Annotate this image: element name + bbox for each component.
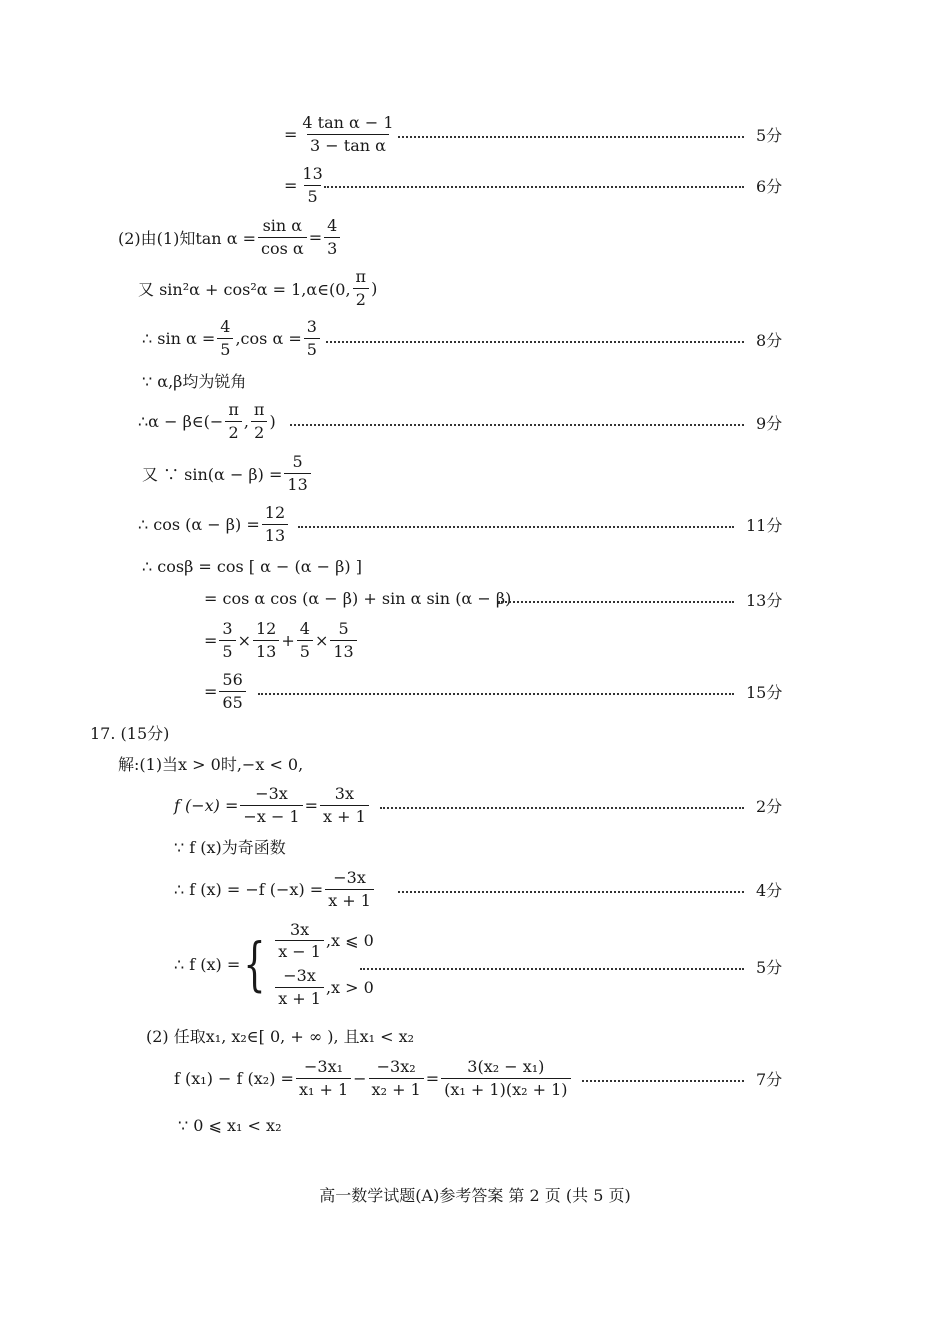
denominator: 13 bbox=[262, 524, 288, 547]
text-segment: (2)由(1)知tan α = bbox=[118, 228, 256, 248]
numerator: 4 bbox=[299, 618, 310, 638]
equals-sign: = bbox=[308, 227, 323, 247]
numerator: 3x bbox=[289, 919, 310, 939]
fraction bbox=[330, 618, 356, 662]
score-label: 6分 bbox=[756, 177, 783, 196]
denominator: 13 bbox=[330, 640, 356, 663]
text-segment: ) bbox=[269, 411, 276, 431]
denominator: 5 bbox=[217, 338, 233, 361]
numerator: 4 bbox=[327, 215, 338, 235]
step-line-12 bbox=[204, 616, 359, 664]
score-label: 15分 bbox=[746, 683, 783, 702]
fraction bbox=[297, 618, 313, 662]
numerator: −3x bbox=[255, 783, 288, 803]
text-segment: , bbox=[243, 411, 249, 431]
denominator: 5 bbox=[304, 338, 320, 361]
numerator: 5 bbox=[292, 451, 303, 471]
fraction bbox=[258, 215, 307, 259]
text-segment: ∵ f (x)为奇函数 bbox=[174, 837, 286, 857]
denominator: −x − 1 bbox=[240, 805, 302, 828]
fraction bbox=[369, 1056, 424, 1100]
case-condition: ,x > 0 bbox=[325, 977, 374, 997]
denominator: x₁ + 1 bbox=[296, 1078, 351, 1101]
denominator: 13 bbox=[284, 473, 310, 496]
denominator: 13 bbox=[253, 640, 279, 663]
fraction bbox=[296, 1056, 351, 1100]
denominator: 3 − tan α bbox=[307, 134, 389, 157]
operator: × bbox=[237, 630, 251, 650]
piecewise-brace bbox=[240, 919, 374, 1009]
numerator: 12 bbox=[264, 502, 286, 522]
fraction bbox=[240, 783, 302, 827]
numerator: −3x bbox=[333, 867, 366, 887]
dot-leader bbox=[324, 186, 744, 188]
score-label: 13分 bbox=[746, 591, 783, 610]
fraction bbox=[253, 618, 279, 662]
step-line-18 bbox=[174, 865, 376, 913]
text-segment: 又 sin²α + cos²α = 1,α∈(0, bbox=[138, 279, 351, 299]
dot-leader bbox=[258, 693, 734, 695]
fraction bbox=[304, 316, 320, 360]
dot-leader bbox=[582, 1080, 744, 1082]
numerator: −3x₂ bbox=[376, 1056, 416, 1076]
step-line-2 bbox=[284, 161, 328, 209]
text-segment: = cos α cos (α − β) + sin α sin (α − β) bbox=[204, 588, 512, 608]
operator: − bbox=[353, 1068, 367, 1088]
dot-leader bbox=[360, 968, 744, 970]
step-line-19-piecewise bbox=[174, 916, 374, 1012]
equals-sign: = bbox=[284, 124, 298, 144]
numerator: 4 tan α − 1 bbox=[302, 112, 394, 132]
dot-leader bbox=[298, 526, 734, 528]
denominator: 2 bbox=[353, 288, 369, 311]
fraction bbox=[324, 215, 340, 259]
denominator: x + 1 bbox=[275, 987, 324, 1010]
equals-sign: = bbox=[425, 1068, 440, 1088]
fraction bbox=[353, 266, 370, 310]
score-label: 5分 bbox=[756, 126, 783, 145]
numerator: π bbox=[228, 399, 239, 419]
step-line-15 bbox=[118, 739, 303, 787]
text-segment: ∴ cos (α − β) = bbox=[138, 514, 260, 534]
fraction bbox=[299, 112, 396, 156]
text-segment: ,cos α = bbox=[235, 328, 302, 348]
text-segment: f (x₁) − f (x₂) = bbox=[174, 1068, 294, 1088]
text-segment: ∴ f (x) = −f (−x) = bbox=[174, 879, 324, 899]
step-line-7 bbox=[138, 397, 276, 445]
case-condition: ,x ⩽ 0 bbox=[325, 931, 374, 951]
denominator: x + 1 bbox=[320, 805, 369, 828]
fraction bbox=[284, 451, 310, 495]
numerator: 3x bbox=[334, 783, 354, 803]
denominator: 2 bbox=[225, 421, 241, 444]
text-segment: (2) 任取x₁, x₂∈[ 0, + ∞ ), 且x₁ < x₂ bbox=[146, 1026, 415, 1046]
score-label: 4分 bbox=[756, 881, 783, 900]
dot-leader bbox=[290, 424, 744, 426]
equals-sign: = bbox=[304, 795, 319, 815]
numerator: 3(x₂ − x₁) bbox=[467, 1056, 545, 1076]
numerator: 3 bbox=[222, 618, 233, 638]
step-line-9 bbox=[138, 500, 290, 548]
score-label: 8分 bbox=[756, 331, 783, 350]
text-segment: f (−x) = bbox=[174, 795, 239, 815]
numerator: 5 bbox=[338, 618, 349, 638]
score-label: 2分 bbox=[756, 797, 783, 816]
step-line-1 bbox=[284, 110, 399, 158]
denominator: x − 1 bbox=[275, 940, 324, 963]
step-line-20 bbox=[146, 1011, 414, 1059]
numerator: 12 bbox=[256, 618, 277, 638]
fraction bbox=[441, 1056, 570, 1100]
text-segment: ∴ sin α = bbox=[142, 328, 216, 348]
dot-leader bbox=[398, 891, 744, 893]
denominator: (x₁ + 1)(x₂ + 1) bbox=[441, 1078, 570, 1101]
step-line-11 bbox=[204, 574, 511, 622]
denominator: 2 bbox=[251, 421, 267, 444]
numerator: 3 bbox=[306, 316, 317, 336]
step-line-8 bbox=[142, 449, 313, 497]
denominator: 3 bbox=[324, 237, 340, 260]
text-segment: ) bbox=[371, 278, 378, 298]
fraction bbox=[275, 965, 324, 1009]
fraction bbox=[225, 399, 242, 443]
step-line-13 bbox=[204, 667, 248, 715]
fraction bbox=[251, 399, 268, 443]
fraction bbox=[217, 316, 233, 360]
step-line-4 bbox=[138, 264, 377, 312]
fraction bbox=[320, 783, 369, 827]
case-row bbox=[273, 919, 374, 963]
dot-leader bbox=[398, 136, 744, 138]
dot-leader bbox=[498, 601, 734, 603]
step-line-3 bbox=[118, 213, 342, 261]
dot-leader bbox=[380, 807, 744, 809]
score-label: 9分 bbox=[756, 414, 783, 433]
text-segment: ∵ 0 ⩽ x₁ < x₂ bbox=[178, 1115, 282, 1135]
numerator: 13 bbox=[302, 163, 323, 183]
numerator: sin α bbox=[262, 215, 303, 235]
score-label: 11分 bbox=[746, 516, 783, 535]
step-line-5 bbox=[142, 314, 322, 362]
step-line-22 bbox=[178, 1101, 281, 1149]
cases bbox=[273, 919, 374, 1009]
numerator: −3x₁ bbox=[304, 1056, 344, 1076]
numerator: −3x bbox=[283, 966, 316, 985]
score-label: 7分 bbox=[756, 1070, 783, 1089]
operator: × bbox=[314, 630, 329, 650]
fraction bbox=[299, 163, 325, 207]
dot-leader bbox=[326, 341, 744, 343]
numerator: 4 bbox=[220, 316, 231, 336]
fraction bbox=[219, 669, 245, 713]
step-line-21 bbox=[174, 1054, 573, 1102]
numerator: 56 bbox=[222, 669, 243, 689]
equals-sign: = bbox=[204, 630, 218, 650]
step-line-17 bbox=[174, 822, 286, 870]
text-segment: ∵ α,β均为锐角 bbox=[142, 371, 247, 391]
fraction bbox=[275, 919, 324, 963]
denominator: 5 bbox=[297, 640, 313, 663]
text-segment: 解:(1)当x > 0时,−x < 0, bbox=[118, 754, 304, 774]
text-segment: ∴ f (x) = bbox=[174, 954, 241, 974]
denominator: 5 bbox=[304, 185, 320, 208]
denominator: x₂ + 1 bbox=[369, 1078, 424, 1101]
page-footer: 高一数学试题(A)参考答案 第 2 页 (共 5 页) bbox=[319, 1186, 631, 1205]
numerator: π bbox=[355, 266, 367, 286]
fraction bbox=[325, 867, 374, 911]
operator: + bbox=[281, 630, 295, 650]
text-segment: 又 ∵ sin(α − β) = bbox=[142, 464, 283, 484]
denominator: 65 bbox=[219, 691, 245, 714]
score-label: 5分 bbox=[756, 958, 783, 977]
denominator: x + 1 bbox=[325, 889, 374, 912]
equals-sign: = bbox=[284, 175, 298, 195]
denominator: cos α bbox=[258, 237, 307, 260]
text-segment: ∴α − β∈(− bbox=[138, 411, 224, 431]
text-segment: ∴ cosβ = cos [ α − (α − β) ] bbox=[142, 556, 362, 576]
fraction bbox=[219, 618, 235, 662]
fraction bbox=[262, 502, 288, 546]
equals-sign: = bbox=[204, 681, 218, 701]
case-row bbox=[273, 965, 374, 1009]
text-segment: 17. (15分) bbox=[90, 723, 170, 743]
left-brace: { bbox=[243, 930, 266, 998]
numerator: π bbox=[253, 399, 265, 419]
denominator: 5 bbox=[219, 640, 235, 663]
